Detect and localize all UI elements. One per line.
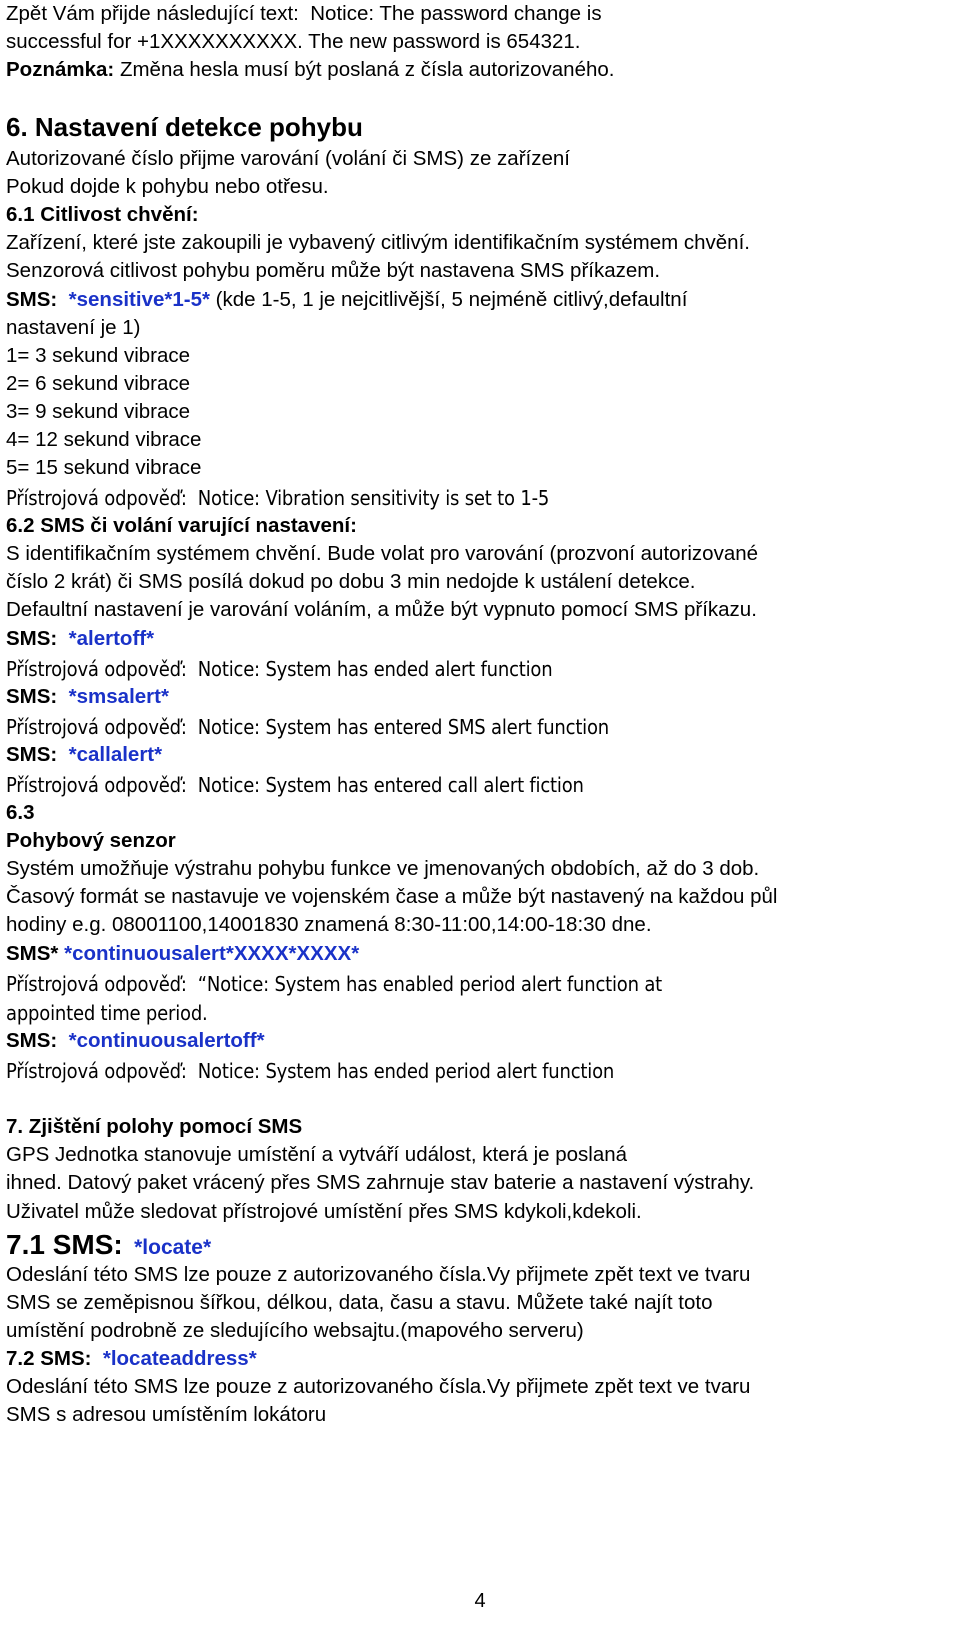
section-7-1-heading: 7.1 SMS: *locate* <box>6 1229 212 1260</box>
section-6-1-sms: SMS: *sensitive*1-5* (kde 1-5, 1 je nejcitlivější, 5 nejméně citlivý,defaultní <box>6 288 688 311</box>
section-6-3-number: 6.3 <box>6 801 35 824</box>
section-7-2-heading: 7.2 SMS: *locateaddress* <box>6 1347 257 1370</box>
section-7-line-3: Uživatel může sledovat přístrojové umístění přes SMS kdykoli,kdekoli. <box>6 1200 642 1223</box>
reply-continuousalert: Přístrojová odpověď: “Notice: System has enabled period alert function at <box>6 972 663 996</box>
section-7-2-line-1: Odeslání této SMS lze pouze z autorizovaného čísla.Vy přijmete zpět text ve tvaru <box>6 1375 751 1398</box>
section-6-2-line-3: Defaultní nastavení je varování voláním, a může být vypnuto pomocí SMS příkazu. <box>6 598 757 621</box>
reply-callalert: Přístrojová odpověď: Notice: System has entered call alert fiction <box>6 773 584 797</box>
section-6-2-heading: 6.2 SMS či volání varující nastavení: <box>6 514 357 537</box>
section-6-1-line-1: Zařízení, které jste zakoupili je vybavený citlivým identifikačním systémem chvění. <box>6 231 750 254</box>
section-7-1-line-1: Odeslání této SMS lze pouze z autorizovaného čísla.Vy přijmete zpět text ve tvaru <box>6 1263 751 1286</box>
sms-alertoff: SMS: *alertoff* <box>6 627 155 650</box>
intro-line-2: successful for +1XXXXXXXXXX. The new password is 654321. <box>6 30 581 53</box>
section-6-heading: 6. Nastavení detekce pohybu <box>6 112 363 142</box>
section-6-1-reply: Přístrojová odpověď: Notice: Vibration sensitivity is set to 1-5 <box>6 486 550 510</box>
section-6-1-heading: 6.1 Citlivost chvění: <box>6 203 199 226</box>
section-6-3-line-2: Časový formát se nastavuje ve vojenském čase a může být nastavený na každou půl <box>6 885 778 908</box>
sms-continuousalertoff: SMS: *continuousalertoff* <box>6 1029 265 1052</box>
reply-smsalert: Přístrojová odpověď: Notice: System has entered SMS alert function <box>6 715 609 739</box>
section-6-3-heading: Pohybový senzor <box>6 829 176 852</box>
section-6-line-2: Pokud dojde k pohybu nebo otřesu. <box>6 175 329 198</box>
vibration-level: 5= 15 sekund vibrace <box>6 456 202 479</box>
section-7-heading: 7. Zjištění polohy pomocí SMS <box>6 1115 303 1138</box>
page-number: 4 <box>474 1590 486 1612</box>
section-6-2-line-2: číslo 2 krát) či SMS posílá dokud po dobu 3 min nedojde k ustálení detekce. <box>6 570 696 593</box>
intro-line-1: Zpět Vám přijde následující text: Notice: The password change is <box>6 2 602 25</box>
section-6-line-1: Autorizované číslo přijme varování (volání či SMS) ze zařízení <box>6 147 570 170</box>
reply-continuousalertoff: Přístrojová odpověď: Notice: System has ended period alert function <box>6 1059 615 1083</box>
section-7-2-line-2: SMS s adresou umístěním lokátoru <box>6 1403 327 1426</box>
sms-smsalert: SMS: *smsalert* <box>6 685 169 708</box>
section-6-3-line-3: hodiny e.g. 08001100,14001830 znamená 8:30-11:00,14:00-18:30 dne. <box>6 913 652 936</box>
vibration-level: 2= 6 sekund vibrace <box>6 372 191 395</box>
vibration-level: 4= 12 sekund vibrace <box>6 428 202 451</box>
section-7-1-line-2: SMS se zeměpisnou šířkou, délkou, data, času a stavu. Můžete také najít toto <box>6 1291 713 1314</box>
section-7-line-2: ihned. Datový paket vrácený přes SMS zahrnuje stav baterie a nastavení výstrahy. <box>6 1171 755 1194</box>
section-6-1-line-2: Senzorová citlivost pohybu poměru může být nastavena SMS příkazem. <box>6 259 661 282</box>
sms-callalert: SMS: *callalert* <box>6 743 163 766</box>
section-6-2-line-1: S identifikačním systémem chvění. Bude volat pro varování (prozvoní autorizované <box>6 542 759 565</box>
reply-alertoff: Přístrojová odpověď: Notice: System has ended alert function <box>6 657 553 681</box>
intro-note: Poznámka: Změna hesla musí být poslaná z čísla autorizovaného. <box>6 58 615 81</box>
section-6-1-sms-note-2: nastavení je 1) <box>6 316 141 339</box>
vibration-level: 1= 3 sekund vibrace <box>6 344 191 367</box>
sms-continuousalert: SMS* *continuousalert*XXXX*XXXX* <box>6 942 360 965</box>
section-7-1-line-3: umístění podrobně ze sledujícího websajtu.(mapového serveru) <box>6 1319 584 1342</box>
vibration-level: 3= 9 sekund vibrace <box>6 400 191 423</box>
section-7-line-1: GPS Jednotka stanovuje umístění a vytváří událost, která je poslaná <box>6 1143 628 1166</box>
section-6-3-line-1: Systém umožňuje výstrahu pohybu funkce ve jmenovaných obdobích, až do 3 dob. <box>6 857 760 880</box>
reply-continuousalert-2: appointed time period. <box>6 1001 208 1025</box>
